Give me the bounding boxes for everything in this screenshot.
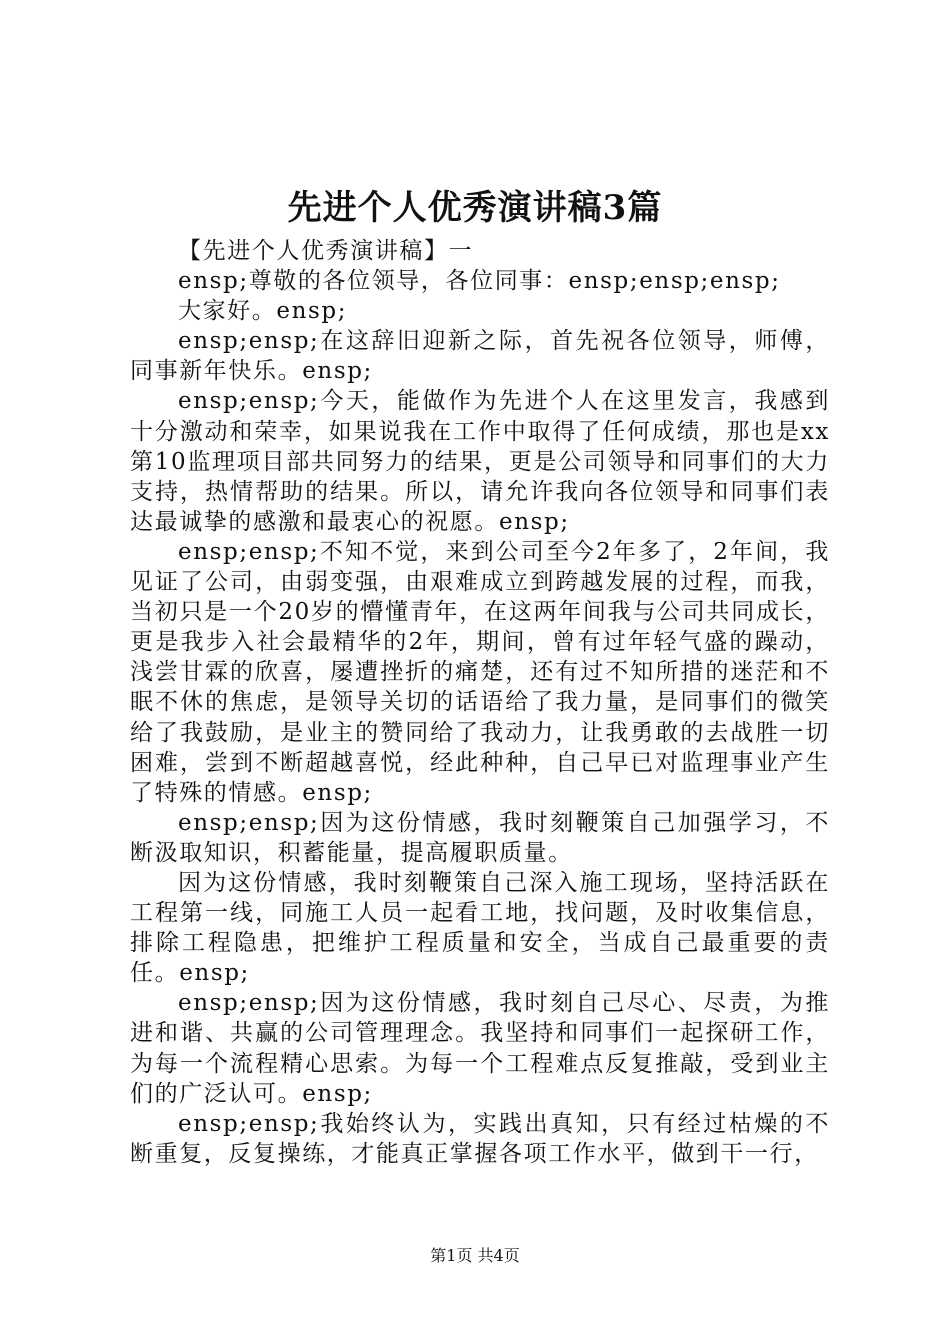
paragraph: ensp;ensp;我始终认为，实践出真知，只有经过枯燥的不断重复，反复操练，才能真正掌握各项工作水平，做到干一行， <box>130 1110 830 1167</box>
paragraph: ensp;ensp;不知不觉，来到公司至今2年多了，2年间，我见证了公司，由弱变强，由艰难成立到跨越发展的过程，而我，当初只是一个20岁的懵懂青年，在这两年间我与公司共同成长，更是我步入社会最精华的2年，期间，曾有过年轻气盛的躁动，浅尝甘霖的欣喜，屡遭挫折的痛楚，还有过不知所措的迷茫和不眠不休的焦虑，是领导关切的话语给了我力量，是同事们的微笑给了我鼓励，是业主的赞同给了我动力，让我勇敢的去战胜一切困难，尝到不断超越喜悦，经此种种，自己早已对监理事业产生了特殊的情感。ensp; <box>130 538 830 806</box>
page-footer: 第1页 共4页 <box>430 1246 520 1265</box>
paragraph: 大家好。ensp; <box>178 298 348 325</box>
document-body <box>130 236 830 1169</box>
paragraph: ensp;ensp;因为这份情感，我时刻鞭策自己加强学习，不断汲取知识，积蓄能量，提高履职质量。 <box>130 809 830 866</box>
paragraph: ensp;ensp;今天，能做作为先进个人在这里发言，我感到十分激动和荣幸，如果说我在工作中取得了任何成绩，那也是xx第10监理项目部共同努力的结果，更是公司领导和同事们的大力支持，热情帮助的结果。所以，请允许我向各位领导和同事们表达最诚挚的感激和最衷心的祝愿。ensp; <box>130 388 830 535</box>
document-title: 先进个人优秀演讲稿3篇 <box>287 188 663 228</box>
paragraph: 因为这份情感，我时刻鞭策自己深入施工现场，坚持活跃在工程第一线，同施工人员一起看工地，找问题，及时收集信息，排除工程隐患，把维护工程质量和安全，当成自己最重要的责任。ensp; <box>130 869 830 987</box>
paragraph: 【先进个人优秀演讲稿】一 <box>178 238 474 264</box>
paragraph: ensp;尊敬的各位领导，各位同事：ensp;ensp;ensp; <box>178 268 781 295</box>
paragraph: ensp;ensp;在这辞旧迎新之际，首先祝各位领导，师傅，同事新年快乐。ensp; <box>130 328 830 385</box>
paragraph: ensp;ensp;因为这份情感，我时刻自己尽心、尽责，为推进和谐、共赢的公司管理理念。我坚持和同事们一起探研工作，为每一个流程精心思索。为每一个工程难点反复推敲，受到业主们的广泛认可。ensp; <box>130 990 830 1107</box>
